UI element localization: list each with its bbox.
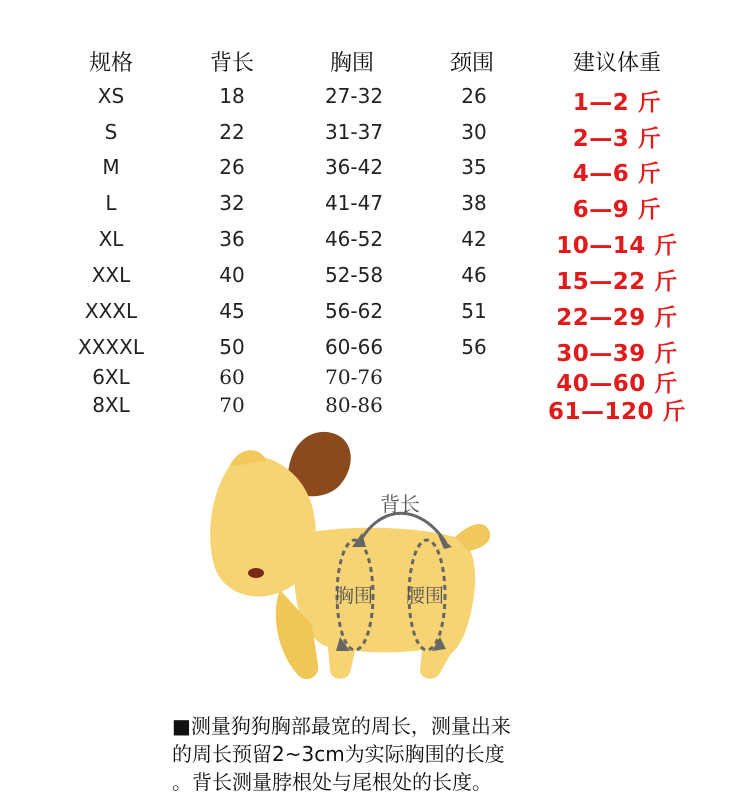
size-cell: S xyxy=(104,120,118,144)
size-cell: XL xyxy=(98,227,124,251)
size-cell: XXL xyxy=(91,263,131,287)
note-line: 的周长预留2~3cm为实际胸围的长度 xyxy=(172,742,505,766)
chest-cell: 31-37 xyxy=(324,120,384,144)
neck-cell: 38 xyxy=(461,191,487,215)
note-line: 。背长测量脖根处与尾根处的长度。 xyxy=(172,770,492,794)
size-cell: XS xyxy=(97,84,125,108)
back-length-cell: 40 xyxy=(219,263,245,287)
chest-cell: 56-62 xyxy=(324,299,384,323)
header-back-length: 背长 xyxy=(209,51,255,76)
chest-cell: 36-42 xyxy=(324,155,384,179)
chest-cell: 27-32 xyxy=(324,84,384,108)
note-line: ■测量狗狗胸部最宽的周长，测量出来 xyxy=(172,714,511,738)
neck-cell: 46 xyxy=(461,263,487,287)
chest-cell: 52-58 xyxy=(324,263,384,287)
chest-cell: 80-86 xyxy=(325,393,383,417)
size-cell: XXXL xyxy=(84,299,138,323)
neck-cell: 35 xyxy=(461,155,487,179)
header-weight: 建议体重 xyxy=(572,51,662,76)
size-cell: L xyxy=(105,191,117,215)
chest-label: 胸围 xyxy=(335,585,374,607)
weight-cell: 15—22 斤 xyxy=(556,269,678,295)
chest-cell: 60-66 xyxy=(324,335,384,359)
back-length-cell: 18 xyxy=(219,84,245,108)
weight-cell: 1—2 斤 xyxy=(572,90,662,116)
size-cell: XXXXL xyxy=(78,335,144,359)
header-neck: 颈围 xyxy=(449,51,495,76)
header-chest: 胸围 xyxy=(329,51,375,76)
waist-label: 腰围 xyxy=(406,585,445,607)
back-length-cell: 45 xyxy=(219,299,245,323)
measurement-note xyxy=(172,712,592,796)
weight-cell: 40—60 斤 xyxy=(556,371,678,397)
back-length-label: 背长 xyxy=(380,492,420,516)
back-length-cell: 32 xyxy=(219,191,245,215)
back-length-cell: 50 xyxy=(219,335,245,359)
header-size: 规格 xyxy=(88,51,134,76)
neck-cell: 51 xyxy=(461,299,487,323)
weight-cell: 6—9 斤 xyxy=(572,197,662,223)
neck-cell: 42 xyxy=(461,227,487,251)
weight-cell: 10—14 斤 xyxy=(556,233,678,259)
weight-cell: 22—29 斤 xyxy=(556,305,678,331)
weight-cell: 30—39 斤 xyxy=(556,341,678,367)
back-length-cell: 36 xyxy=(219,227,245,251)
back-length-cell: 70 xyxy=(219,393,245,417)
size-cell: 6XL xyxy=(92,365,130,389)
back-length-cell: 60 xyxy=(219,365,245,389)
chest-cell: 46-52 xyxy=(324,227,384,251)
chest-cell: 41-47 xyxy=(324,191,384,215)
size-cell: M xyxy=(102,155,120,179)
weight-cell: 4—6 斤 xyxy=(572,161,662,187)
neck-cell: 26 xyxy=(461,84,487,108)
dog-body xyxy=(294,528,476,679)
neck-cell: 56 xyxy=(461,335,487,359)
back-length-cell: 26 xyxy=(219,155,245,179)
weight-cell: 2—3 斤 xyxy=(572,126,662,152)
back-length-cell: 22 xyxy=(219,120,245,144)
neck-cell: 30 xyxy=(461,120,487,144)
weight-cell: 61—120 斤 xyxy=(547,399,687,425)
dog-measurement-diagram xyxy=(200,425,520,690)
chest-cell: 70-76 xyxy=(325,365,383,389)
dog-eye xyxy=(248,568,264,578)
size-cell: 8XL xyxy=(92,393,130,417)
